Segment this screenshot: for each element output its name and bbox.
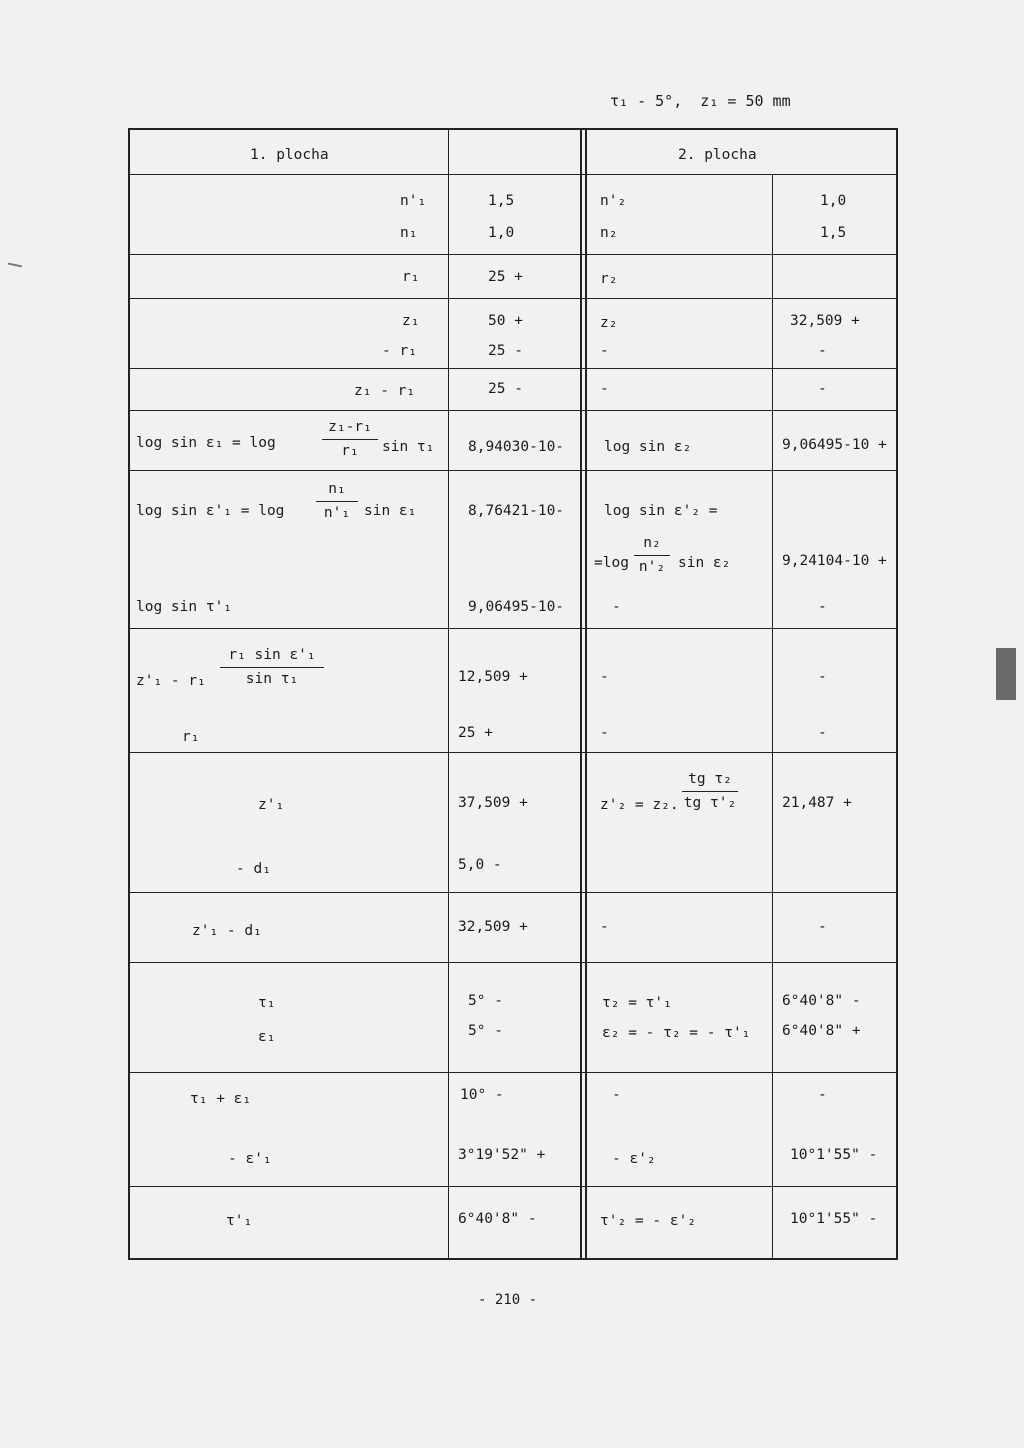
label-log-sin-eps1-prime: log sin ε'₁ = log: [136, 503, 285, 519]
value-r1-second: 25 +: [458, 725, 493, 741]
label-n1-prime: n'₁: [400, 193, 427, 209]
value-z1-prime-minus-d1: 32,509 +: [458, 919, 528, 935]
row-divider: [130, 962, 896, 963]
column-header-plocha-2: 2. plocha: [678, 147, 757, 163]
value-n1: 1,0: [488, 225, 515, 241]
fraction-denominator: n'₂: [638, 558, 666, 575]
label-minus-d1: - d₁: [236, 861, 271, 877]
row-divider: [130, 892, 896, 893]
label-zr2-right: -: [600, 669, 609, 685]
fraction-numerator: z₁-r₁: [322, 420, 378, 440]
value-tau1-plus-eps1: 10° -: [460, 1087, 504, 1103]
row-divider: [130, 1072, 896, 1073]
label-tau2-prime: τ'₂ = - ε'₂: [600, 1213, 697, 1229]
value-minus-eps1-prime: 3°19'52" +: [458, 1147, 546, 1163]
fraction-denominator: tg τ'₂: [683, 794, 737, 811]
label-log-sin-eps2-prime: log sin ε'₂ =: [604, 503, 718, 519]
value-z1-minus-r1: 25 -: [488, 381, 523, 397]
row-divider: [130, 368, 896, 369]
label-r1-second: r₁: [182, 729, 200, 745]
label-n2-prime: n'₂: [600, 193, 627, 209]
value-eps2: 6°40'8" +: [782, 1023, 861, 1039]
value-eps1: 5° -: [468, 1023, 503, 1039]
fraction-tg-tau2-over-tg-tau2-prime: [682, 772, 738, 810]
label-r1: r₁: [402, 269, 420, 285]
value-sum-right: -: [818, 1087, 827, 1103]
col-divider-right-values: [772, 174, 773, 1258]
label-z1-prime: z'₁: [258, 797, 285, 813]
row-divider: [130, 254, 896, 255]
label-eps1: ε₁: [258, 1029, 276, 1045]
label-tau1: τ₁: [258, 995, 276, 1011]
label-r1-right: -: [600, 725, 609, 741]
row-divider: [130, 752, 896, 753]
scan-edge-mark: [996, 648, 1016, 700]
row-divider: [130, 410, 896, 411]
label-minus-r1: - r₁: [382, 343, 417, 359]
label-log-sin-eps1: log sin ε₁ = log: [136, 435, 276, 451]
label-sin-eps2: sin ε₂: [678, 555, 731, 571]
label-zr-right: -: [600, 381, 609, 397]
row-divider: [130, 1186, 896, 1187]
fraction-numerator: n₂: [634, 536, 670, 556]
value-minus-d1: 5,0 -: [458, 857, 502, 873]
value-n1-prime: 1,5: [488, 193, 515, 209]
col-divider-left-values: [448, 130, 449, 1258]
value-log-sin-eps2: 9,06495-10 +: [782, 437, 887, 453]
label-eq-log: =log: [594, 555, 629, 571]
value-z2: 32,509 +: [790, 313, 860, 329]
label-minus-eps2-prime: - ε'₂: [612, 1151, 656, 1167]
row-divider: [130, 628, 896, 629]
value-n2: 1,5: [820, 225, 847, 241]
label-tau1-plus-eps1: τ₁ + ε₁: [190, 1091, 252, 1107]
label-sum-right: -: [612, 1087, 621, 1103]
label-z1-minus-r1: z₁ - r₁: [354, 383, 416, 399]
page-number: - 210 -: [478, 1292, 538, 1308]
label-sin-eps1: sin ε₁: [364, 503, 417, 519]
value-n2-prime: 1,0: [820, 193, 847, 209]
calculation-table: [128, 128, 898, 1260]
label-log-sin-eps2: log sin ε₂: [604, 439, 692, 455]
page-header-formula: τ₁ - 5°, z₁ = 50 mm: [610, 92, 791, 110]
label-log-sin-tau1-prime: log sin τ'₁: [136, 599, 233, 615]
column-header-plocha-1: 1. plocha: [250, 147, 329, 163]
fraction-numerator: tg τ₂: [682, 772, 738, 792]
fraction-r1-sin-eps1-over-sin-tau1: [220, 648, 324, 686]
label-z1: z₁: [402, 313, 420, 329]
label-n1: n₁: [400, 225, 418, 241]
value-sint-right: -: [818, 599, 827, 615]
label-z2-prime-formula: z'₂ = z₂.: [600, 797, 679, 813]
fraction-denominator: r₁: [341, 442, 359, 459]
value-tau1-prime: 6°40'8" -: [458, 1211, 537, 1227]
fraction-n1-over-n1-prime: [316, 482, 358, 520]
value-minus-r1: 25 -: [488, 343, 523, 359]
label-z1-prime-minus-d1: z'₁ - d₁: [192, 923, 262, 939]
value-zr2-right: -: [818, 669, 827, 685]
value-log-sin-tau1-prime: 9,06495-10-: [468, 599, 565, 615]
value-r1-right: -: [818, 725, 827, 741]
label-sint-right: -: [612, 599, 621, 615]
value-z1-prime-minus-r1: 12,509 +: [458, 669, 528, 685]
label-z1-prime-minus-r1: z'₁ - r₁: [136, 673, 206, 689]
value-z2-dash: -: [818, 343, 827, 359]
label-z2-dash: -: [600, 343, 609, 359]
row-divider: [130, 298, 896, 299]
label-tau1-prime: τ'₁: [226, 1213, 253, 1229]
label-eps2-eq: ε₂ = - τ₂ = - τ'₁: [602, 1025, 751, 1041]
value-r1: 25 +: [488, 269, 523, 285]
value-log-sin-eps1-prime: 8,76421-10-: [468, 503, 565, 519]
fraction-numerator: r₁ sin ε'₁: [220, 648, 324, 668]
value-tau2: 6°40'8" -: [782, 993, 861, 1009]
scan-speck: [8, 263, 22, 268]
fraction-n2-over-n2-prime: [634, 536, 670, 574]
label-z2: z₂: [600, 315, 618, 331]
fraction-denominator: sin τ₁: [245, 670, 299, 687]
fraction-numerator: n₁: [316, 482, 358, 502]
row-divider-header: [130, 174, 896, 175]
col-divider-center-a: [580, 130, 582, 1258]
col-divider-center-b: [585, 130, 587, 1258]
value-minus-eps2-prime: 10°1'55" -: [790, 1147, 878, 1163]
value-z1-prime: 37,509 +: [458, 795, 528, 811]
label-r2: r₂: [600, 271, 618, 287]
value-zd-right: -: [818, 919, 827, 935]
label-zd-right: -: [600, 919, 609, 935]
value-log-sin-eps2-prime: 9,24104-10 +: [782, 553, 887, 569]
fraction-denominator: n'₁: [323, 504, 351, 521]
value-z1: 50 +: [488, 313, 523, 329]
label-sin-tau1: sin τ₁: [382, 439, 435, 455]
label-tau2-eq-tau1-prime: τ₂ = τ'₁: [602, 995, 672, 1011]
row-divider: [130, 470, 896, 471]
value-z2-prime: 21,487 +: [782, 795, 852, 811]
value-tau2-prime: 10°1'55" -: [790, 1211, 878, 1227]
label-n2: n₂: [600, 225, 618, 241]
value-log-sin-eps1: 8,94030-10-: [468, 439, 565, 455]
fraction-z1-r1-over-r1: [322, 420, 378, 458]
value-tau1: 5° -: [468, 993, 503, 1009]
value-zr-right: -: [818, 381, 827, 397]
label-minus-eps1-prime: - ε'₁: [228, 1151, 272, 1167]
